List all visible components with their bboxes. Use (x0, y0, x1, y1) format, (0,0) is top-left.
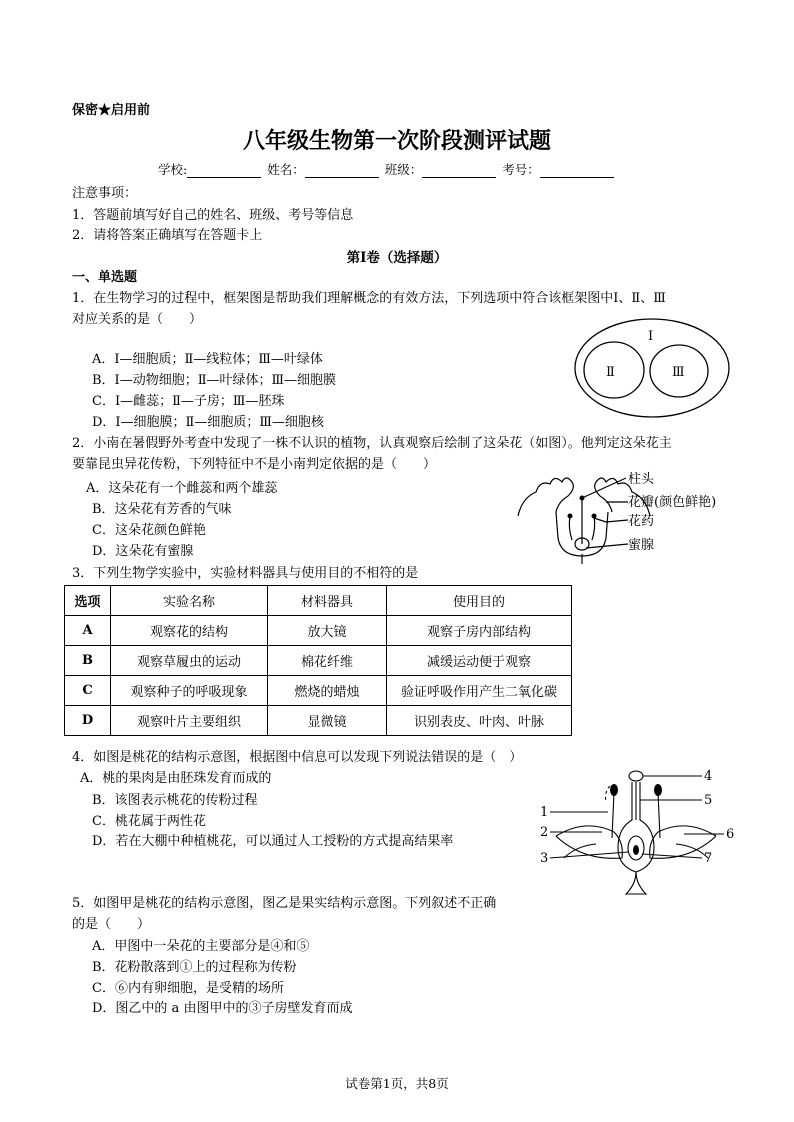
table-cell: B (65, 646, 111, 676)
table-row (65, 706, 572, 736)
table-cell: 观察子房内部结构 (387, 616, 572, 646)
receptacle (626, 872, 646, 894)
label-ii: Ⅱ (606, 365, 615, 380)
q4-stem: 4．如图是桃花的结构示意图，根据图中信息可以发现下列说法错误的是（ ） (72, 750, 523, 765)
label-5: 5 (704, 793, 713, 808)
label-7: 7 (704, 851, 713, 866)
label-3: 3 (540, 851, 549, 866)
left-petal (518, 478, 573, 516)
anther-dot (592, 514, 597, 519)
q2-stem: 2．小南在暑假野外考查中发现了一株不认识的植物，认真观察后绘制了这朵花（如图）。他判定这朵花主 (72, 436, 672, 451)
label-1: 1 (540, 805, 549, 820)
label-anther: 花药 (628, 514, 655, 529)
q1-option-c[interactable]: C．Ⅰ—雌蕊；Ⅱ—子房；Ⅲ—胚珠 (92, 394, 285, 409)
q1-stem-cont: 对应关系的是（ ） (72, 312, 203, 327)
stigma-dot (580, 496, 585, 501)
q4-peach-flower-diagram (536, 762, 736, 902)
table-cell: 燃烧的蜡烛 (268, 676, 387, 706)
table-cell: 减缓运动便于观察 (387, 646, 572, 676)
table-cell: 识别表皮、叶肉、叶脉 (387, 706, 572, 736)
label-stigma: 柱头 (628, 472, 655, 487)
left-stamen (569, 516, 572, 540)
q2-option-c[interactable]: C．这朵花颜色鲜艳 (92, 523, 206, 538)
page-footer: 试卷第1页，共8页 (345, 1076, 449, 1091)
school-blank[interactable] (187, 165, 261, 178)
label-4: 4 (704, 769, 713, 784)
q4-option-b[interactable]: B．该图表示桃花的传粉过程 (92, 793, 258, 808)
q2-flower-diagram (510, 468, 740, 564)
left-anther (610, 784, 618, 796)
q5-stem-cont: 的是（ ） (72, 917, 151, 932)
anther-dot (568, 514, 573, 519)
q5-option-d[interactable]: D．图乙中的 a 由图甲中的③子房壁发育而成 (92, 1001, 353, 1016)
school-label: 学校: (158, 162, 188, 177)
q4-option-c[interactable]: C．桃花属于两性花 (92, 814, 206, 829)
q1-option-d[interactable]: D．Ⅰ—细胞膜；Ⅱ—细胞质；Ⅲ—细胞核 (92, 415, 324, 430)
table-cell: 观察花的结构 (111, 616, 268, 646)
q1-stem: 1．在生物学习的过程中，框架图是帮助我们理解概念的有效方法，下列选项中符合该框架图中Ⅰ、Ⅱ、Ⅲ (72, 291, 666, 306)
q4-option-d[interactable]: D．若在大棚中种植桃花，可以通过人工授粉的方式提高结果率 (92, 834, 454, 849)
student-info-line (158, 160, 616, 178)
note-item: 1．答题前填写好自己的姓名、班级、考号等信息 (72, 208, 354, 223)
volume-title: 第I卷（选择题） (346, 250, 448, 266)
label-2: 2 (540, 825, 549, 840)
note-item: 2．请将答案正确填写在答题卡上 (72, 228, 263, 243)
q5-option-c[interactable]: C．⑥内有卵细胞，是受精的场所 (92, 981, 284, 996)
page-title: 八年级生物第一次阶段测评试题 (242, 128, 551, 154)
exam-number-label: 考号： (502, 162, 540, 177)
class-label: 班级： (384, 162, 423, 177)
q2-option-d[interactable]: D．这朵花有蜜腺 (92, 544, 194, 559)
egg-cell (633, 845, 639, 855)
nectary-leader (586, 544, 628, 548)
header-cell: 材料器具 (268, 586, 387, 616)
q4-option-a[interactable]: A．桃的果肉是由胚珠发育而成的 (80, 771, 272, 786)
table-cell: D (65, 706, 111, 736)
q5-option-a[interactable]: A．甲图中一朵花的主要部分是④和⑤ (92, 939, 310, 954)
table-cell: 验证呼吸作用产生二氧化碳 (387, 676, 572, 706)
right-anther (654, 784, 662, 796)
q2-stem-cont: 要靠昆虫异花传粉，下列特征中不是小南判定依据的是（ ） (72, 457, 437, 472)
label-nectary: 蜜腺 (628, 538, 655, 553)
q2-option-a[interactable]: A．这朵花有一个雌蕊和两个雄蕊 (86, 481, 278, 496)
name-blank[interactable] (305, 165, 379, 178)
label-petal: 花瓣(颜色鲜艳) (628, 495, 717, 510)
table-cell: 观察种子的呼吸现象 (111, 676, 268, 706)
q2-option-b[interactable]: B．这朵花有芳香的气味 (92, 502, 232, 517)
notes-heading: 注意事项： (72, 186, 138, 201)
right-stamen (592, 516, 595, 540)
pollen-path (606, 786, 611, 802)
q3-stem: 3．下列生物学实验中，实验材料器具与使用目的不相符的是 (72, 566, 419, 581)
table-cell: C (65, 676, 111, 706)
q5-stem: 5．如图甲是桃花的结构示意图，图乙是果实结构示意图。下列叙述不正确 (72, 896, 497, 911)
section-type: 一、单选题 (72, 270, 138, 285)
label-6: 6 (726, 827, 735, 842)
table-cell: A (65, 616, 111, 646)
q3-table (64, 585, 572, 736)
table-cell: 放大镜 (268, 616, 387, 646)
table-row (65, 676, 572, 706)
class-blank[interactable] (422, 165, 496, 178)
table-cell: 观察草履虫的运动 (111, 646, 268, 676)
header-cell: 选项 (65, 586, 111, 616)
table-cell: 显微镜 (268, 706, 387, 736)
exam-number-blank[interactable] (540, 165, 614, 178)
name-label: 姓名： (267, 162, 305, 177)
anther-leader (594, 518, 628, 522)
table-row (65, 646, 572, 676)
q1-frame-diagram (572, 316, 732, 420)
stigma-leader (582, 478, 626, 498)
q5-option-b[interactable]: B．花粉散落到①上的过程称为传粉 (92, 960, 297, 975)
label-iii: Ⅲ (672, 365, 685, 380)
table-row (65, 616, 572, 646)
q1-option-a[interactable]: A．Ⅰ—细胞质；Ⅱ—线粒体；Ⅲ—叶绿体 (92, 352, 323, 367)
label-i: Ⅰ (648, 329, 654, 344)
confidential-mark: 保密★启用前 (72, 103, 151, 118)
leader-3 (550, 852, 628, 858)
table-cell: 棉花纤维 (268, 646, 387, 676)
q1-option-b[interactable]: B．Ⅰ—动物细胞；Ⅱ—叶绿体；Ⅲ—细胞膜 (92, 373, 337, 388)
header-cell: 实验名称 (111, 586, 268, 616)
table-cell: 观察叶片主要组织 (111, 706, 268, 736)
stigma (629, 771, 643, 781)
table-header-row (65, 586, 572, 616)
header-cell: 使用目的 (387, 586, 572, 616)
